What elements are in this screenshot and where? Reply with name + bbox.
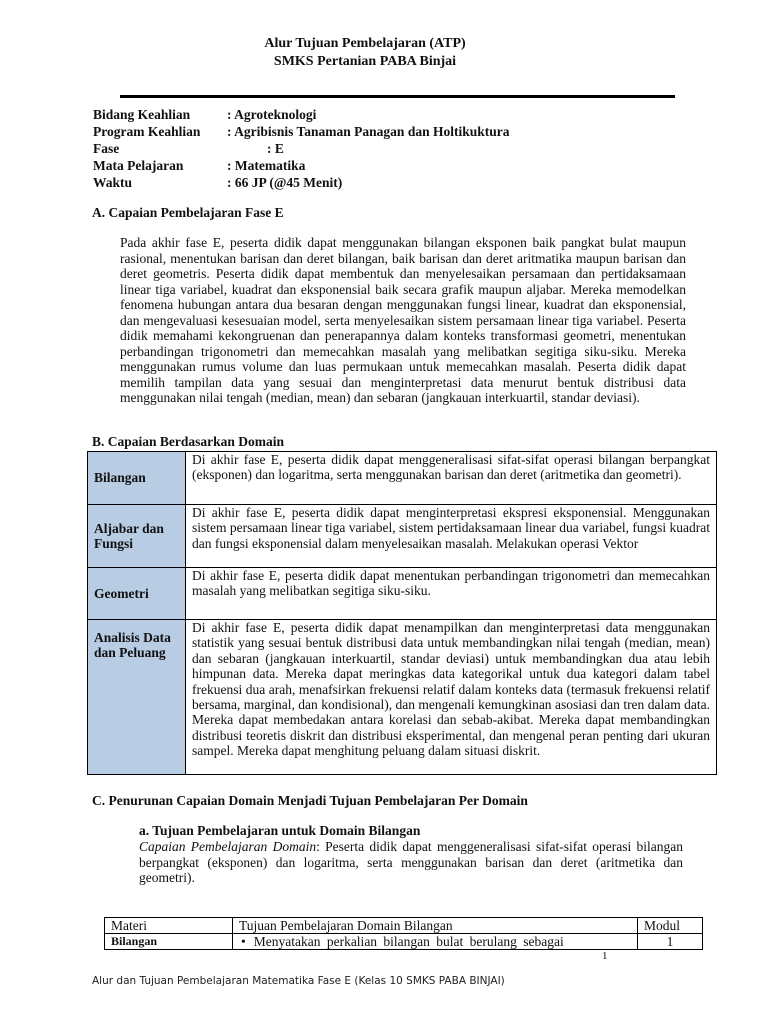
domain-name: Analisis Data dan Peluang [88,620,186,775]
school-name: SMKS Pertanian PABA Binjai [273,54,457,69]
domain-description: Di akhir fase E, peserta didik dapat menampilkan dan menginterpretasi data menggunakan statistik yang sesuai bentuk distribusi data untuk membandingkan nilai tengah (median, mean) dan sebaran (jangkauan interkuartil, standar deviasi) untuk membandingkan dua atau lebih himpunan data. Mereka dapat meringkas data kategorikal untuk dua kategori dalam tabel frekuensi dua arah, menafsirkan frekuensi relatif dalam konteks data (termasuk frekuensi relatif bersama, marginal, dan kondisional), dan mengenali kemungkinan asosiasi dan tren dalam data. Mereka dapat membedakan antara korelasi dan sebab-akibat. Mereka dapat membandingkan distribusi teoretis diskrit dan distribusi eksperimental, dan mengenal peran penting dari ukuran sampel. Mereka dapat menghitung peluang dalam situasi diskrit. [186,620,717,775]
table-row [88,505,717,568]
cp-domain-paragraph [139,839,683,886]
info-label: Mata Pelajaran [93,158,184,173]
info-value: : 66 JP (@45 Menit) [227,175,343,190]
info-label: Fase [93,141,120,156]
info-row-mapel [93,157,509,174]
section-c-heading: C. Penurunan Capaian Domain Menjadi Tujuan Pembelajaran Per Domain [92,793,528,808]
table-row [88,620,717,775]
bullet-icon: • [241,934,246,949]
column-header-tujuan: Tujuan Pembelajaran Domain Bilangan [233,918,638,934]
cp-domain-text: : Peserta didik dapat menggeneralisasi sifat-sifat operasi bilangan berpangkat (eksponen) dan logaritma, serta menggunakan barisan dan deret (aritmetika dan geometri). [139,839,683,885]
domain-table [87,451,717,775]
domain-name: Aljabar dan Fungsi [88,505,186,568]
tujuan-text: Menyatakan perkalian bilangan bulat berulang sebagai [253,934,564,949]
info-value: : E [267,141,284,156]
domain-description: Di akhir fase E, peserta didik dapat menginterpretasi ekspresi eksponensial. Menggunakan sistem persamaan linear tiga variabel, sistem pertidaksamaan linear dua variabel, fungsi kuadrat dan fungsi eksponensial dalam menyelesaikan masalah. Melakukan operasi Vektor [186,505,717,568]
table-row [88,452,717,505]
section-a-paragraph: Pada akhir fase E, peserta didik dapat menggunakan bilangan eksponen baik pangkat bulat maupun rasional, menentukan barisan dan deret bilangan, baik barisan dan deret aritmatika maupun barisan dan deret geometris. Peserta didik dapat membentuk dan menyelesaikan persamaan dan pertidaksamaan linear tiga variabel, kuadrat dan eksponensial baik secara grafik maupun aljabar. Mereka memodelkan fenomena hubungan antara dua besaran dengan menggunakan fungsi linear, kuadrat dan eksponensial, dan mengevaluasi kesesuaian model, serta menyelesaikan sistem persamaan linear tiga variabel. Peserta didik memahami kekongruenan dan penerapannya dalam konteks transformasi geometri, menentukan perbandingan trigonometri dan memecahkan masalah yang melibatkan segitiga siku-siku. Mereka menggunakan rumus volume dan luas permukaan untuk memecahkan masalah. Peserta didik dapat memilih tampilan data yang sesuai dan menginterpretasi data menurut bentuk distribusi data menggunakan nilai tengah (median, mean) dan sebaran (jangkauan interkuartil, standar deviasi). [120,235,686,405]
section-a-heading: A. Capaian Pembelajaran Fase E [92,205,284,220]
column-header-materi: Materi [105,918,233,934]
subsection-a-heading: a. Tujuan Pembelajaran untuk Domain Bilangan [139,823,421,838]
info-row-waktu [93,174,509,191]
info-label: Program Keahlian [93,124,201,139]
domain-description: Di akhir fase E, peserta didik dapat menentukan perbandingan trigonometri dan memecahkan masalah yang melibatkan segitiga siku-siku. [186,568,717,620]
table-header-row [105,918,703,934]
info-row-bidang [93,106,509,123]
materi-cell: Bilangan [105,934,233,950]
info-label: Waktu [93,175,133,190]
info-row-fase [93,140,509,157]
page-number: 1 [602,950,608,962]
header-divider [120,95,675,98]
section-b-heading: B. Capaian Berdasarkan Domain [92,434,285,449]
cp-domain-label: Capaian Pembelajaran Domain [139,839,317,854]
info-value: : Matematika [227,158,306,173]
table-row [88,568,717,620]
modul-cell: 1 [638,934,703,950]
domain-name: Geometri [88,568,186,620]
info-value: : Agribisnis Tanaman Panagan dan Holtikuktura [227,124,510,139]
document-title: Alur Tujuan Pembelajaran (ATP) [264,36,466,51]
identity-block [93,106,509,191]
info-value: : Agroteknologi [227,107,317,122]
page-footer: Alur dan Tujuan Pembelajaran Matematika Fase E (Kelas 10 SMKS PABA BINJAI) [92,975,505,987]
column-header-modul: Modul [638,918,703,934]
domain-description: Di akhir fase E, peserta didik dapat menggeneralisasi sifat-sifat operasi bilangan berpangkat (eksponen) dan logaritma, serta menggunakan barisan dan deret (aritmetika dan geometri). [186,452,717,505]
info-row-program [93,123,509,140]
info-label: Bidang Keahlian [93,107,191,122]
table-row [105,934,703,950]
tujuan-cell [233,934,638,950]
domain-name: Bilangan [88,452,186,505]
materi-table [104,917,703,950]
